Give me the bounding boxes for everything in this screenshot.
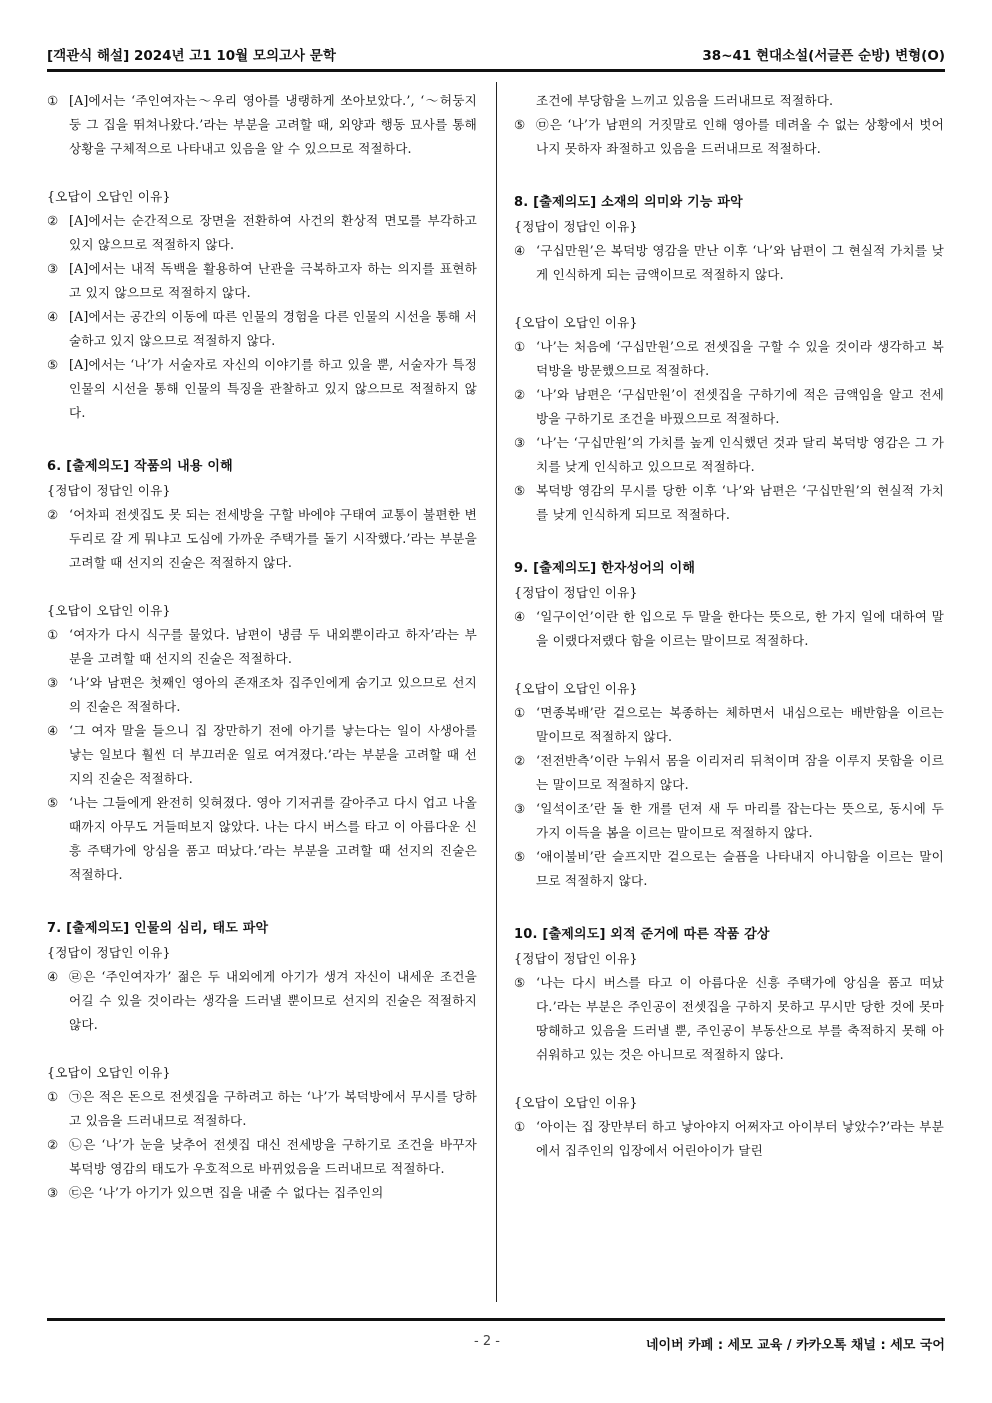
item-text: ‘어차피 전셋집도 못 되는 전세방을 구할 바에야 구태여 교통이 불편한 변두리로 갈 게 뭐냐고 도심에 가까운 주택가를 돌기 시작했다.’라는 부분을 고려할 때 선지의 진술은 적절하지 않다. <box>69 507 477 570</box>
item-text: ‘일구이언’이란 한 입으로 두 말을 한다는 뜻으로, 한 가지 일에 대하여 말을 이랬다저랬다 함을 이르는 말이므로 적절하다. <box>536 609 944 648</box>
page-footer <box>47 1334 945 1358</box>
section-title: 10. [출제의도] 외적 준거에 따른 작품 감상 <box>514 927 770 942</box>
top-rule <box>47 69 945 72</box>
item-number: ② <box>514 387 526 402</box>
list-item <box>514 701 944 749</box>
list-item <box>514 239 944 287</box>
item-number: ① <box>47 93 59 108</box>
item-text: ‘나’와 남편은 첫째인 영아의 존재조차 집주인에게 숨기고 있으므로 선지의 진술은 적절하다. <box>69 675 477 714</box>
page-header <box>47 38 945 64</box>
item-number: ① <box>47 627 59 642</box>
list-item-continuation <box>514 89 944 113</box>
list-item <box>47 1085 477 1133</box>
list-item <box>47 671 477 719</box>
item-number: ② <box>47 507 59 522</box>
list-item <box>514 605 944 653</box>
item-text: ‘면종복배’란 겉으로는 복종하는 체하면서 내심으로는 배반함을 이르는 말이므로 적절하지 않다. <box>536 705 944 744</box>
item-number: ④ <box>47 969 59 984</box>
item-number: ② <box>47 1137 59 1152</box>
bottom-rule <box>47 1318 945 1321</box>
list-item <box>47 209 477 257</box>
section-title: 6. [출제의도] 작품의 내용 이해 <box>47 459 233 474</box>
item-text: ‘구십만원’은 복덕방 영감을 만난 이후 ‘나’와 남편이 그 현실적 가치를 낮게 인식하게 되는 금액이므로 적절하지 않다. <box>536 243 944 282</box>
item-text: ‘나는 그들에게 완전히 잊혀졌다. 영아 기저귀를 갈아주고 다시 업고 나올 때까지 아무도 거들떠보지 않았다. 나는 다시 버스를 타고 이 아름다운 신흥 주택가에 앙심을 품고 떠났다.’라는 부분을 고려할 때 선지의 진술은 적절하다. <box>69 795 477 882</box>
left-column <box>47 89 477 1205</box>
list-item <box>47 503 477 575</box>
list-item <box>514 1115 944 1163</box>
item-number: ③ <box>47 675 59 690</box>
item-number: ① <box>514 1119 526 1134</box>
item-number: ④ <box>514 609 526 624</box>
item-text: ‘여자가 다시 식구를 물었다. 남편이 냉큼 두 내외뿐이라고 하자’라는 부분을 고려할 때 선지의 진술은 적절하다. <box>69 627 477 666</box>
item-number: ⑤ <box>47 795 59 810</box>
item-text: ‘나’는 ‘구십만원’의 가치를 높게 인식했던 것과 달리 복덕방 영감은 그 가치를 낮게 인식하고 있으므로 적절하다. <box>536 435 944 474</box>
list-item <box>514 383 944 431</box>
item-number: ③ <box>514 801 526 816</box>
item-text: ‘나’와 남편은 ‘구십만원’이 전셋집을 구하기에 적은 금액임을 알고 전세방을 구하기로 조건을 바꿨으므로 적절하다. <box>536 387 944 426</box>
list-item <box>47 965 477 1037</box>
correct-answer-label: {정답이 정답인 이유} <box>47 483 171 498</box>
item-number: ① <box>514 705 526 720</box>
item-text: ㉤은 ‘나’가 남편의 거짓말로 인해 영아를 데려올 수 없는 상황에서 벗어나지 못하자 좌절하고 있음을 드러내므로 적절하다. <box>536 117 944 156</box>
list-item <box>47 623 477 671</box>
item-text: ㉣은 ‘주인여자가’ 젊은 두 내외에게 아기가 생겨 자신이 내세운 조건을 어길 수 있을 것이라는 생각을 드러낼 뿐이므로 선지의 진술은 적절하지 않다. <box>69 969 477 1032</box>
wrong-answer-label: {오답이 오답인 이유} <box>47 189 171 204</box>
footer-promo: 네이버 카페 : 세모 교육 / 카카오톡 채널 : 세모 국어 <box>645 1338 945 1353</box>
correct-answer-label: {정답이 정답인 이유} <box>514 951 638 966</box>
wrong-answer-label: {오답이 오답인 이유} <box>514 1095 638 1110</box>
column-divider <box>496 82 497 1302</box>
item-number: ⑤ <box>514 483 526 498</box>
item-text: ‘나는 다시 버스를 타고 이 아름다운 신흥 주택가에 앙심을 품고 떠났다.’라는 부분은 주인공이 전셋집을 구하지 못하고 무시만 당한 것에 못마땅해하고 있음을 드러낼 뿐, 주인공이 부동산으로 부를 축적하지 못해 아쉬워하고 있는 것은 아니므로 적절하지 않다. <box>536 975 944 1062</box>
section-title: 8. [출제의도] 소재의 의미와 기능 파악 <box>514 195 743 210</box>
page-number: - 2 - <box>474 1334 500 1349</box>
item-number: ① <box>514 339 526 354</box>
list-item <box>514 971 944 1067</box>
item-text: ㉢은 ‘나’가 아기가 있으면 집을 내줄 수 없다는 집주인의 <box>69 1185 384 1200</box>
item-text: [A]에서는 ‘나’가 서술자로 자신의 이야기를 하고 있을 뿐, 서술자가 특정 인물의 시선을 통해 인물의 특징을 관찰하고 있지 않으므로 적절하지 않다. <box>69 357 477 420</box>
item-text: ‘아이는 집 장만부터 하고 낳아야지 어쩌자고 아이부터 낳았수?’라는 부분에서 집주인의 입장에서 어린아이가 달린 <box>536 1119 944 1158</box>
correct-answer-label: {정답이 정답인 이유} <box>514 219 638 234</box>
item-text: ㉡은 ‘나’가 눈을 낮추어 전셋집 대신 전세방을 구하기로 조건을 바꾸자 복덕방 영감의 태도가 우호적으로 바뀌었음을 드러내므로 적절하다. <box>69 1137 477 1176</box>
list-item <box>47 719 477 791</box>
section-title: 7. [출제의도] 인물의 심리, 태도 파악 <box>47 921 269 936</box>
wrong-answer-label: {오답이 오답인 이유} <box>47 603 171 618</box>
wrong-answer-label: {오답이 오답인 이유} <box>47 1065 171 1080</box>
item-number: ④ <box>514 243 526 258</box>
list-item <box>47 1133 477 1181</box>
item-number: ⑤ <box>47 357 59 372</box>
list-item <box>47 89 477 161</box>
correct-answer-label: {정답이 정답인 이유} <box>47 945 171 960</box>
correct-answer-label: {정답이 정답인 이유} <box>514 585 638 600</box>
item-text: [A]에서는 내적 독백을 활용하여 난관을 극복하고자 하는 의지를 표현하고 있지 않으므로 적절하지 않다. <box>69 261 477 300</box>
item-text: ‘일석이조’란 돌 한 개를 던져 새 두 마리를 잡는다는 뜻으로, 동시에 두 가지 이득을 봄을 이르는 말이므로 적절하지 않다. <box>536 801 944 840</box>
item-number: ① <box>47 1089 59 1104</box>
list-item <box>514 749 944 797</box>
item-text: [A]에서는 ‘주인여자는～우리 영아를 냉랭하게 쏘아보았다.’, ‘～허둥지둥 그 집을 뛰쳐나왔다.’라는 부분을 고려할 때, 외양과 행동 묘사를 통해 상황을 구체적으로 나타내고 있음을 알 수 있으므로 적절하다. <box>69 93 477 156</box>
item-text: [A]에서는 순간적으로 장면을 전환하여 사건의 환상적 면모를 부각하고 있지 않으므로 적절하지 않다. <box>69 213 477 252</box>
wrong-answer-label: {오답이 오답인 이유} <box>514 315 638 330</box>
wrong-answer-label: {오답이 오답인 이유} <box>514 681 638 696</box>
item-number: ③ <box>514 435 526 450</box>
item-text: ‘애이불비’란 슬프지만 겉으로는 슬픔을 나타내지 아니함을 이르는 말이므로 적절하지 않다. <box>536 849 944 888</box>
list-item <box>47 791 477 887</box>
list-item <box>514 431 944 479</box>
item-number: ② <box>47 213 59 228</box>
header-title: [객관식 해설] 2024년 고1 10월 모의고사 문학 <box>47 48 336 64</box>
section-title: 9. [출제의도] 한자성어의 이해 <box>514 561 696 576</box>
header-subtitle: 38~41 현대소설(서글픈 순방) 변형(O) <box>702 48 945 64</box>
list-item <box>514 335 944 383</box>
list-item <box>514 845 944 893</box>
item-text: ‘그 여자 말을 들으니 집 장만하기 전에 아기를 낳는다는 일이 사생아를 낳는 일보다 훨씬 더 부끄러운 일로 여겨졌다.’라는 부분을 고려할 때 선지의 진술은 적절하다. <box>69 723 477 786</box>
item-number: ⑤ <box>514 117 526 132</box>
item-number: ⑤ <box>514 849 526 864</box>
item-number: ② <box>514 753 526 768</box>
item-text: 조건에 부당함을 느끼고 있음을 드러내므로 적절하다. <box>536 93 834 108</box>
item-number: ⑤ <box>514 975 526 990</box>
list-item <box>514 113 944 161</box>
item-number: ④ <box>47 723 59 738</box>
item-text: ‘전전반측’이란 누워서 몸을 이리저리 뒤척이며 잠을 이루지 못함을 이르는 말이므로 적절하지 않다. <box>536 753 944 792</box>
item-number: ④ <box>47 309 59 324</box>
item-number: ③ <box>47 1185 59 1200</box>
list-item <box>514 797 944 845</box>
list-item <box>47 1181 477 1205</box>
item-text: [A]에서는 공간의 이동에 따른 인물의 경험을 다른 인물의 시선을 통해 서술하고 있지 않으므로 적절하지 않다. <box>69 309 477 348</box>
list-item <box>47 257 477 305</box>
item-number: ③ <box>47 261 59 276</box>
list-item <box>47 305 477 353</box>
item-text: ㉠은 적은 돈으로 전셋집을 구하려고 하는 ‘나’가 복덕방에서 무시를 당하고 있음을 드러내므로 적절하다. <box>69 1089 477 1128</box>
list-item <box>514 479 944 527</box>
list-item <box>47 353 477 425</box>
item-text: 복덕방 영감의 무시를 당한 이후 ‘나’와 남편은 ‘구십만원’의 현실적 가치를 낮게 인식하게 되므로 적절하다. <box>536 483 944 522</box>
item-text: ‘나’는 처음에 ‘구십만원’으로 전셋집을 구할 수 있을 것이라 생각하고 복덕방을 방문했으므로 적절하다. <box>536 339 944 378</box>
right-column <box>514 89 944 1163</box>
